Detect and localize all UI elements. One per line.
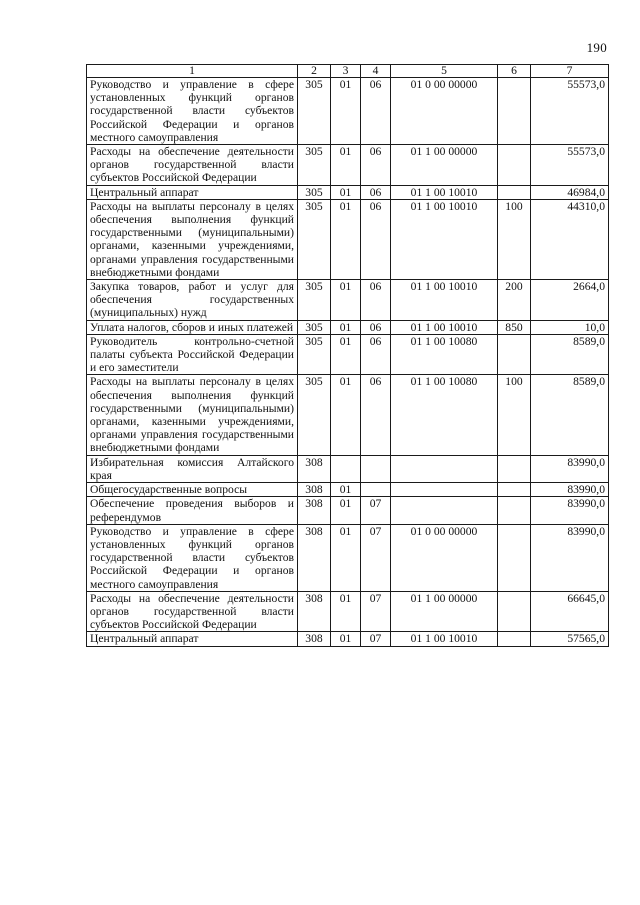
target-article-code (391, 497, 498, 524)
subsection-code: 06 (361, 334, 391, 375)
section-code: 01 (331, 320, 361, 334)
expense-type-code: 100 (498, 375, 531, 455)
subsection-code: 06 (361, 199, 391, 279)
subsection-code: 07 (361, 632, 391, 646)
section-code: 01 (331, 199, 361, 279)
column-header: 1 (87, 65, 298, 78)
department-code: 305 (298, 280, 331, 321)
department-code: 305 (298, 145, 331, 186)
table-header-row (87, 65, 609, 78)
expense-type-code (498, 483, 531, 497)
table-row (87, 591, 609, 632)
budget-table (86, 64, 609, 647)
target-article-code: 01 1 00 00000 (391, 591, 498, 632)
target-article-code: 01 1 00 10010 (391, 185, 498, 199)
column-header: 3 (331, 65, 361, 78)
section-code (331, 455, 361, 482)
expense-name: Руководитель контрольно-счетной палаты субъекта Российской Федерации и его заместители (87, 334, 298, 375)
table-row (87, 185, 609, 199)
department-code: 308 (298, 591, 331, 632)
department-code: 305 (298, 199, 331, 279)
expense-type-code: 850 (498, 320, 531, 334)
section-code: 01 (331, 375, 361, 455)
target-article-code: 01 0 00 00000 (391, 524, 498, 591)
amount: 83990,0 (531, 483, 609, 497)
department-code: 308 (298, 455, 331, 482)
table-row (87, 78, 609, 145)
table-row (87, 524, 609, 591)
amount: 8589,0 (531, 375, 609, 455)
amount: 57565,0 (531, 632, 609, 646)
subsection-code: 06 (361, 320, 391, 334)
amount: 46984,0 (531, 185, 609, 199)
page-number: 190 (586, 40, 607, 55)
expense-name: Руководство и управление в сфере установленных функций органов государственной власти субъектов Российской Федерации и органов местного самоуправления (87, 78, 298, 145)
amount: 83990,0 (531, 524, 609, 591)
expense-name: Руководство и управление в сфере установленных функций органов государственной власти субъектов Российской Федерации и органов местного самоуправления (87, 524, 298, 591)
department-code: 308 (298, 632, 331, 646)
department-code: 308 (298, 524, 331, 591)
column-header: 2 (298, 65, 331, 78)
table-row (87, 145, 609, 186)
department-code: 305 (298, 185, 331, 199)
table-row (87, 483, 609, 497)
section-code: 01 (331, 483, 361, 497)
table-row (87, 497, 609, 524)
table-row (87, 455, 609, 482)
subsection-code: 07 (361, 591, 391, 632)
subsection-code: 07 (361, 524, 391, 591)
expense-type-code (498, 145, 531, 186)
section-code: 01 (331, 591, 361, 632)
amount: 8589,0 (531, 334, 609, 375)
target-article-code: 01 1 00 10010 (391, 280, 498, 321)
expense-name: Расходы на обеспечение деятельности органов государственной власти субъектов Российской Федерации (87, 591, 298, 632)
target-article-code: 01 1 00 10080 (391, 375, 498, 455)
amount: 66645,0 (531, 591, 609, 632)
subsection-code: 06 (361, 280, 391, 321)
amount: 10,0 (531, 320, 609, 334)
subsection-code: 06 (361, 145, 391, 186)
subsection-code: 06 (361, 375, 391, 455)
subsection-code (361, 455, 391, 482)
target-article-code: 01 1 00 10010 (391, 632, 498, 646)
section-code: 01 (331, 524, 361, 591)
expense-type-code (498, 524, 531, 591)
column-header: 5 (391, 65, 498, 78)
amount: 44310,0 (531, 199, 609, 279)
expense-name: Расходы на выплаты персоналу в целях обеспечения выполнения функций государственными (муниципальными) органами, казенными учреждениями, органами управления государственными внебюджетными фондами (87, 375, 298, 455)
target-article-code (391, 455, 498, 482)
target-article-code: 01 1 00 10080 (391, 334, 498, 375)
expense-type-code (498, 632, 531, 646)
expense-type-code (498, 334, 531, 375)
table-row (87, 199, 609, 279)
section-code: 01 (331, 78, 361, 145)
section-code: 01 (331, 280, 361, 321)
department-code: 305 (298, 320, 331, 334)
column-header: 7 (531, 65, 609, 78)
expense-name: Общегосударственные вопросы (87, 483, 298, 497)
expense-type-code: 200 (498, 280, 531, 321)
amount: 55573,0 (531, 145, 609, 186)
expense-type-code: 100 (498, 199, 531, 279)
table-row (87, 334, 609, 375)
amount: 55573,0 (531, 78, 609, 145)
expense-name: Закупка товаров, работ и услуг для обеспечения государственных (муниципальных) нужд (87, 280, 298, 321)
section-code: 01 (331, 334, 361, 375)
target-article-code: 01 0 00 00000 (391, 78, 498, 145)
expense-name: Центральный аппарат (87, 632, 298, 646)
amount: 83990,0 (531, 455, 609, 482)
amount: 2664,0 (531, 280, 609, 321)
target-article-code: 01 1 00 10010 (391, 199, 498, 279)
department-code: 308 (298, 497, 331, 524)
expense-type-code (498, 78, 531, 145)
expense-name: Избирательная комиссия Алтайского края (87, 455, 298, 482)
subsection-code (361, 483, 391, 497)
amount: 83990,0 (531, 497, 609, 524)
target-article-code: 01 1 00 10010 (391, 320, 498, 334)
subsection-code: 06 (361, 78, 391, 145)
expense-type-code (498, 497, 531, 524)
table-row (87, 320, 609, 334)
expense-type-code (498, 591, 531, 632)
department-code: 308 (298, 483, 331, 497)
expense-name: Обеспечение проведения выборов и референдумов (87, 497, 298, 524)
subsection-code: 06 (361, 185, 391, 199)
table-row (87, 632, 609, 646)
expense-type-code (498, 185, 531, 199)
section-code: 01 (331, 497, 361, 524)
department-code: 305 (298, 375, 331, 455)
target-article-code: 01 1 00 00000 (391, 145, 498, 186)
column-header: 6 (498, 65, 531, 78)
section-code: 01 (331, 145, 361, 186)
expense-name: Расходы на обеспечение деятельности органов государственной власти субъектов Российской Федерации (87, 145, 298, 186)
department-code: 305 (298, 78, 331, 145)
target-article-code (391, 483, 498, 497)
expense-type-code (498, 455, 531, 482)
column-header: 4 (361, 65, 391, 78)
section-code: 01 (331, 632, 361, 646)
department-code: 305 (298, 334, 331, 375)
expense-name: Уплата налогов, сборов и иных платежей (87, 320, 298, 334)
subsection-code: 07 (361, 497, 391, 524)
table-row (87, 375, 609, 455)
section-code: 01 (331, 185, 361, 199)
expense-name: Центральный аппарат (87, 185, 298, 199)
table-row (87, 280, 609, 321)
expense-name: Расходы на выплаты персоналу в целях обеспечения выполнения функций государственными (муниципальными) органами, казенными учреждениями, органами управления государственными внебюджетными фондами (87, 199, 298, 279)
